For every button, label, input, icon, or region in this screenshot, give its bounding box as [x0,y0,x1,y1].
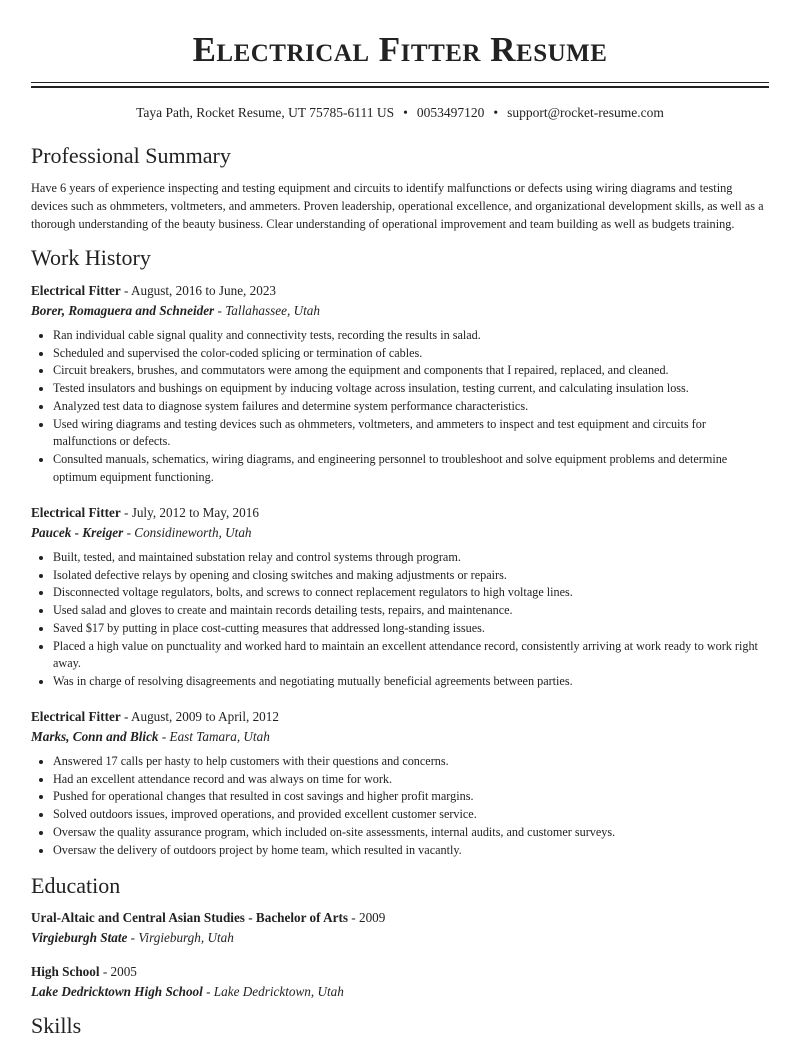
education-entry [31,908,769,948]
duty-item: • Answered 17 calls per hasty to help customers with their questions and concerns. [53,753,769,771]
job-duties-list [31,549,769,691]
job-entry [31,707,769,859]
education-degree: High School [31,964,100,979]
education-school-line [31,982,769,1002]
duty-item: • Placed a high value on punctuality and worked hard to maintain an excellent attendance record, consistently arriving at work ready to work right away. [53,638,769,673]
duty-item: • Was in charge of resolving disagreements and negotiating mutually beneficial agreements between parties. [53,673,769,691]
job-entry [31,503,769,691]
contact-address: Taya Path, Rocket Resume, UT 75785-6111 US [136,105,395,120]
job-location: - Considineworth, Utah [123,525,252,540]
duty-item: • Isolated defective relays by opening and closing switches and making adjustments or repairs. [53,567,769,585]
contact-email: support@rocket-resume.com [507,105,664,120]
duty-item: • Had an excellent attendance record and was always on time for work. [53,771,769,789]
education-year: - 2009 [347,910,386,925]
job-title-line [31,707,769,727]
job-employer-line [31,523,769,543]
education-degree-line [31,962,769,982]
contact-separator: • [403,105,408,120]
title-divider-thin [31,82,769,83]
job-title-line [31,281,769,301]
job-dates: - August, 2009 to April, 2012 [120,709,279,724]
job-employer-line [31,727,769,747]
job-employer: Borer, Romaguera and Schneider [31,303,215,318]
education-school-line [31,928,769,948]
job-duties-list [31,753,769,859]
job-employer: Paucek - Kreiger [31,525,124,540]
duty-item: • Saved $17 by putting in place cost-cutting measures that addressed long-standing issues. [53,620,769,638]
education-location: - Lake Dedricktown, Utah [202,984,344,999]
job-duties-list [31,327,769,486]
education-school: Virgieburgh State [31,930,128,945]
contact-separator: • [493,105,499,120]
education-year: - 2005 [99,964,137,979]
contact-line [0,104,800,122]
job-dates: - August, 2016 to June, 2023 [120,283,277,298]
duty-item: • Ran individual cable signal quality and connectivity tests, recording the results in salad. [53,327,769,345]
job-entry [31,281,769,486]
title-divider-thick [31,86,769,88]
duty-item: • Analyzed test data to diagnose system failures and determine system performance characteristics. [53,398,769,416]
summary-text: Have 6 years of experience inspecting and testing equipment and circuits to identify malfunctions or defects using wiring diagrams and testing devices such as ohmmeters, voltmeters, and ammeters. Proven leadership, operational excellence, and organizational development skills, as well as a thorough understanding of the beauty business. Clear understanding of operational improvement and team building as well as budgets training. [31,181,764,231]
work-history-heading: Work History [31,245,151,270]
contact-phone: 0053497120 [416,105,485,120]
job-employer: Marks, Conn and Blick [31,729,159,744]
education-degree-line [31,908,769,928]
job-title-line [31,503,769,523]
duty-item: • Disconnected voltage regulators, bolts, and screws to connect replacement regulators to high voltage lines. [53,584,769,602]
resume-title: Electrical Fitter Resume [192,30,608,69]
duty-item: • Circuit breakers, brushes, and commutators were among the equipment and components that I repaired, replaced, and cleaned. [53,362,769,380]
duty-item: • Oversaw the delivery of outdoors project by home team, which resulted in vacantly. [53,842,769,860]
education-degree: Ural-Altaic and Central Asian Studies - Bachelor of Arts [31,910,348,925]
education-school: Lake Dedricktown High School [31,984,203,999]
duty-item: • Oversaw the quality assurance program, which included on-site assessments, internal audits, and customer surveys. [53,824,769,842]
job-title: Electrical Fitter [31,709,121,724]
job-title: Electrical Fitter [31,283,121,298]
duty-item: • Pushed for operational changes that resulted in cost savings and higher profit margins. [53,788,769,806]
education-heading: Education [31,873,121,898]
job-location: - East Tamara, Utah [158,729,270,744]
skills-heading: Skills [31,1013,82,1038]
education-location: - Virgieburgh, Utah [127,930,234,945]
job-title: Electrical Fitter [31,505,121,520]
job-dates: - July, 2012 to May, 2016 [120,505,259,520]
duty-item: • Solved outdoors issues, improved operations, and provided excellent customer service. [53,806,769,824]
duty-item: • Built, tested, and maintained substation relay and control systems through program. [53,549,769,567]
summary-heading: Professional Summary [31,143,231,168]
duty-item: • Consulted manuals, schematics, wiring diagrams, and engineering personnel to troubleshoot and solve equipment problems and determine optimum equipment functioning. [53,451,769,486]
job-employer-line [31,301,769,321]
job-location: - Tallahassee, Utah [214,303,320,318]
duty-item: • Used wiring diagrams and testing devices such as ohmmeters, voltmeters, and ammeters to inspect and test equipment and circuits for malfunctions or defects. [53,416,769,451]
education-entry [31,962,769,1002]
duty-item: • Scheduled and supervised the color-coded splicing or termination of cables. [53,345,769,363]
duty-item: • Used salad and gloves to create and maintain records detailing tests, repairs, and maintenance. [53,602,769,620]
duty-item: • Tested insulators and bushings on equipment by inducing voltage across insulation, testing current, and calculating insulation loss. [53,380,769,398]
